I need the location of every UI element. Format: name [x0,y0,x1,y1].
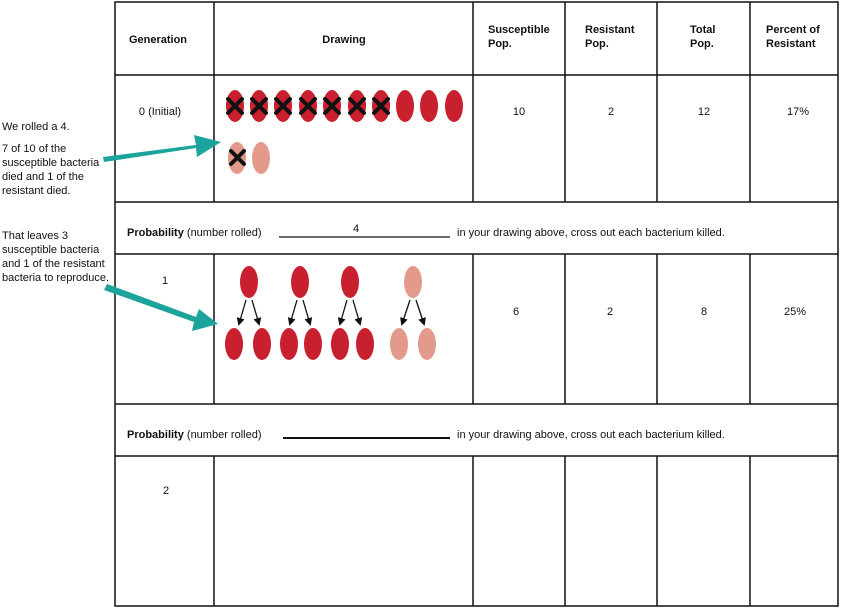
susceptible-parent [240,266,258,298]
row2-generation: 2 [162,485,170,497]
table-grid [115,2,838,606]
row1-susceptible: 6 [512,306,520,318]
probability-line-1: Probability (number rolled) [127,227,262,239]
note-rolled: We rolled a 4. [2,121,70,133]
resistant-bacterium [252,142,270,174]
susceptible-offspring [253,328,271,360]
susceptible-parent [341,266,359,298]
susceptible-offspring [280,328,298,360]
row0-susceptible: 10 [512,106,526,118]
susceptible-bacterium [420,90,438,122]
header-resistant-2: Pop. [585,38,609,50]
resistant-offspring [390,328,408,360]
header-susceptible-1: Susceptible [488,24,550,36]
header-drawing: Drawing [322,34,366,46]
resistant-offspring [418,328,436,360]
teal-arrow-1 [103,135,221,162]
susceptible-offspring [356,328,374,360]
row1-generation: 1 [161,275,169,287]
susceptible-offspring [331,328,349,360]
susceptible-offspring [304,328,322,360]
drawing-generation-1 [225,266,436,360]
row0-percent: 17% [786,106,810,118]
header-total-2: Pop. [690,38,714,50]
header-percent-2: Resistant [766,38,816,50]
header-resistant-1: Resistant [585,24,635,36]
probability-value-1: 4 [352,223,360,235]
susceptible-bacterium [445,90,463,122]
row1-percent: 25% [783,306,807,318]
susceptible-offspring [225,328,243,360]
row1-total: 8 [700,306,708,318]
drawing-generation-0 [226,90,463,174]
probability-instruction-1: in your drawing above, cross out each bacterium killed. [457,227,725,239]
header-susceptible-2: Pop. [488,38,512,50]
header-percent-1: Percent of [766,24,820,36]
teal-arrow-2 [104,284,218,331]
susceptible-bacterium [396,90,414,122]
probability-instruction-2: in your drawing above, cross out each bacterium killed. [457,429,725,441]
header-generation: Generation [128,34,188,46]
header-total-1: Total [690,24,716,36]
row0-resistant: 2 [607,106,615,118]
resistant-parent [404,266,422,298]
row0-generation: 0 (Initial) [138,106,182,118]
reproduction-arrows [239,300,424,324]
susceptible-parent [291,266,309,298]
row1-resistant: 2 [606,306,614,318]
note-died: 7 of 10 of the susceptible bacteria died and 1 of the resistant died. [2,143,100,197]
note-remaining: That leaves 3 susceptible bacteria and 1 of the resistant bacteria to reproduce. [2,230,110,284]
row0-total: 12 [697,106,711,118]
probability-line-2: Probability (number rolled) [127,429,262,441]
